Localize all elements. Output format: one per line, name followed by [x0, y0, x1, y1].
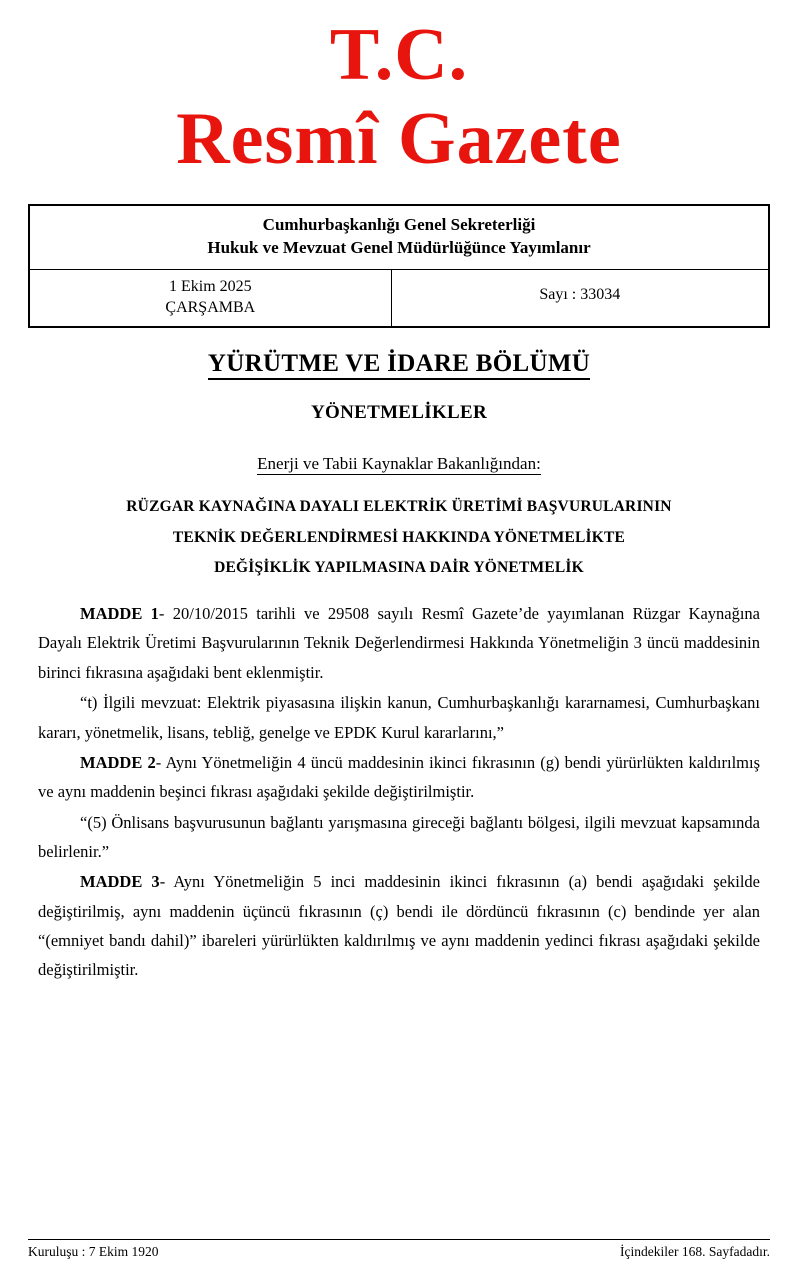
paragraph	[38, 808, 760, 867]
subsection-title: YÖNETMELİKLER	[311, 402, 487, 424]
date-issue-row	[30, 270, 768, 327]
paragraph	[38, 688, 760, 747]
regulation-title-line-1: RÜZGAR KAYNAĞINA DAYALI ELEKTRİK ÜRETİMİ BAŞVURULARININ	[126, 498, 672, 516]
publisher-block	[30, 206, 768, 270]
paragraph	[38, 748, 760, 807]
article-text: “(5) Önlisans başvurusunun bağlantı yarışmasına gireceği bağlantı bölgesi, ilgili mevzuat kapsamında belirlenir.”	[38, 812, 760, 861]
publisher-line-2: Hukuk ve Mevzuat Genel Müdürlüğünce Yayımlanır	[207, 237, 591, 257]
issue-number: Sayı : 33034	[539, 285, 621, 303]
article-label: MADDE 2	[80, 752, 156, 772]
footer-contents-info: İçindekiler 168. Sayfadadır.	[620, 1244, 770, 1259]
publisher-line-1: Cumhurbaşkanlığı Genel Sekreterliği	[262, 215, 536, 234]
article-text: “t) İlgili mevzuat: Elektrik piyasasına ilişkin kanun, Cumhurbaşkanlığı kararnamesi, Cumhurbaşkanı kararı, yönetmelik, lisans, tebliğ, genelge ve EPDK Kurul kararlarını,”	[38, 693, 760, 742]
regulation-title-line-3: DEĞİŞİKLİK YAPILMASINA DAİR YÖNETMELİK	[214, 558, 584, 576]
section-title-text: YÜRÜTME VE İDARE BÖLÜMÜ	[208, 350, 590, 380]
regulation-body	[28, 599, 770, 985]
masthead-line-resmi-gazete: Resmî Gazete	[176, 98, 622, 180]
article-label: MADDE 3	[80, 872, 160, 892]
weekday-value: ÇARŞAMBA	[165, 298, 256, 316]
masthead-line-tc: T.C.	[329, 14, 469, 96]
regulation-title	[28, 492, 770, 583]
regulation-title-line-2: TEKNİK DEĞERLENDİRMESİ HAKKINDA YÖNETMELİKTE	[172, 528, 626, 546]
article-text: - Aynı Yönetmeliğin 4 üncü maddesinin ikinci fıkrasının (g) bendi yürürlükten kaldırılmış ve aynı maddenin beşinci fıkrası aşağıdaki şekilde değiştirilmiştir.	[38, 752, 760, 802]
article-text: - Aynı Yönetmeliğin 5 inci maddesinin ikinci fıkrasının (a) bendi aşağıdaki şekilde değiştirilmiş, aynı maddenin üçüncü fıkrasının (ç) bendi ile dördüncü fıkrasının (c) bendinde yer alan “(emniyet bandı dahil)” ibareleri yürürlükten kaldırılmış ve aynı maddenin yedinci fıkrası aşağıdaki şekilde değiştirilmiştir.	[38, 872, 760, 980]
article-text: - 20/10/2015 tarihli ve 29508 sayılı Resmî Gazete’de yayımlanan Rüzgar Kaynağına Dayalı Elektrik Üretimi Başvurularının Teknik Değerlendirmesi Hakkında Yönetmeliğin 3 üncü maddesinin birinci fıkrasına aşağıdaki bent eklenmiştir.	[38, 604, 761, 682]
issuing-authority-text: Enerji ve Tabii Kaynaklar Bakanlığından:	[257, 454, 541, 474]
paragraph	[38, 867, 760, 984]
issuing-authority	[28, 454, 770, 474]
page-footer	[28, 1239, 770, 1260]
section-title	[28, 350, 770, 378]
masthead	[28, 0, 770, 180]
publication-date	[30, 270, 392, 327]
date-value: 1 Ekim 2025	[168, 277, 252, 295]
gazette-info-box	[28, 204, 770, 328]
footer-founding-info: Kuruluşu : 7 Ekim 1920	[28, 1244, 159, 1259]
article-label: MADDE 1	[80, 604, 159, 624]
paragraph	[38, 599, 760, 687]
